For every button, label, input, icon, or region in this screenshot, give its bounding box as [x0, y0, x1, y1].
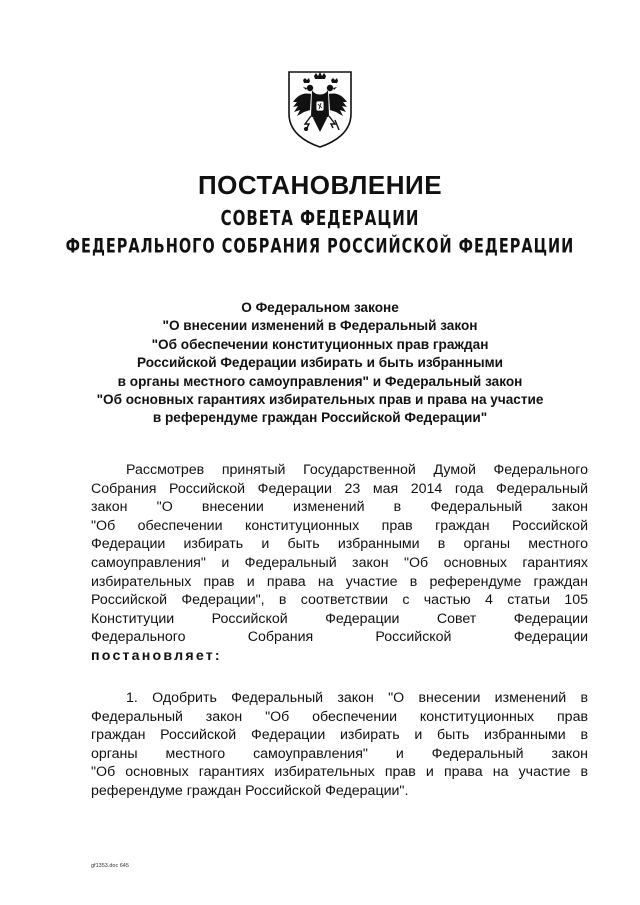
item-line: граждан Российской Федерации избирать и быть избранными в: [91, 727, 588, 744]
document-subtitle-assembly: ФЕДЕРАЛЬНОГО СОБРАНИЯ РОССИЙСКОЙ ФЕДЕРАЦИИ: [65, 236, 575, 258]
document-subtitle-council: СОВЕТА ФЕДЕРАЦИИ: [220, 205, 420, 231]
preamble-line: Собрания Российской Федерации 23 мая 2014 года Федеральный: [91, 480, 588, 497]
subject-line: Российской Федерации избирать и быть избранными: [137, 355, 503, 371]
item-line: органы местного самоуправления" и Федеральный закон: [91, 745, 588, 762]
subject-line: в органы местного самоуправления" и Федеральный закон: [117, 373, 523, 389]
preamble-line: Федерального Собрания Российской Федерации: [91, 629, 588, 646]
file-reference: gf1353.doc 645: [91, 863, 129, 869]
preamble-line: закон "О внесении изменений в Федеральный закон: [91, 499, 588, 516]
coat-of-arms-icon: [285, 68, 355, 150]
preamble-line: Рассмотрев принятый Государственной Думой Федерального: [126, 462, 588, 478]
item-line: 1. Одобрить Федеральный закон "О внесении изменений в: [126, 690, 588, 706]
preamble-line: избирательных прав и права на участие в референдуме граждан: [91, 573, 588, 590]
subject-line: в референдуме граждан Российской Федерации": [152, 410, 488, 426]
preamble-line: "Об обеспечении конституционных прав граждан Российской: [91, 517, 588, 534]
item-line: референдуме граждан Российской Федерации".: [91, 782, 409, 799]
item-line: "Об основных гарантиях избирательных прав и права на участие в: [91, 764, 588, 781]
preamble-line: Федерации избирать и быть избранными в органы местного: [91, 536, 588, 553]
subject-line: "О внесении изменений в Федеральный закон: [162, 318, 478, 334]
preamble-line: Российской Федерации", в соответствии с частью 4 статьи 105: [91, 592, 588, 609]
decree-word: постановляет:: [91, 647, 222, 664]
preamble-line: Конституции Российской Федерации Совет Федерации: [91, 610, 588, 627]
item-line: Федеральный закон "Об обеспечении конституционных прав: [91, 708, 588, 725]
subject-line: "Об основных гарантиях избирательных прав и права на участие: [96, 392, 544, 408]
document-title: ПОСТАНОВЛЕНИЕ: [197, 170, 443, 200]
subject-line: О Федеральном законе: [241, 300, 399, 315]
preamble-line: самоуправления" и Федеральный закон "Об основных гарантиях: [91, 554, 588, 571]
resolution-subject: [60, 299, 580, 428]
preamble-paragraph: [91, 461, 588, 666]
resolution-item-1: [91, 689, 588, 801]
subject-line: "Об обеспечении конституционных прав граждан: [151, 336, 489, 352]
